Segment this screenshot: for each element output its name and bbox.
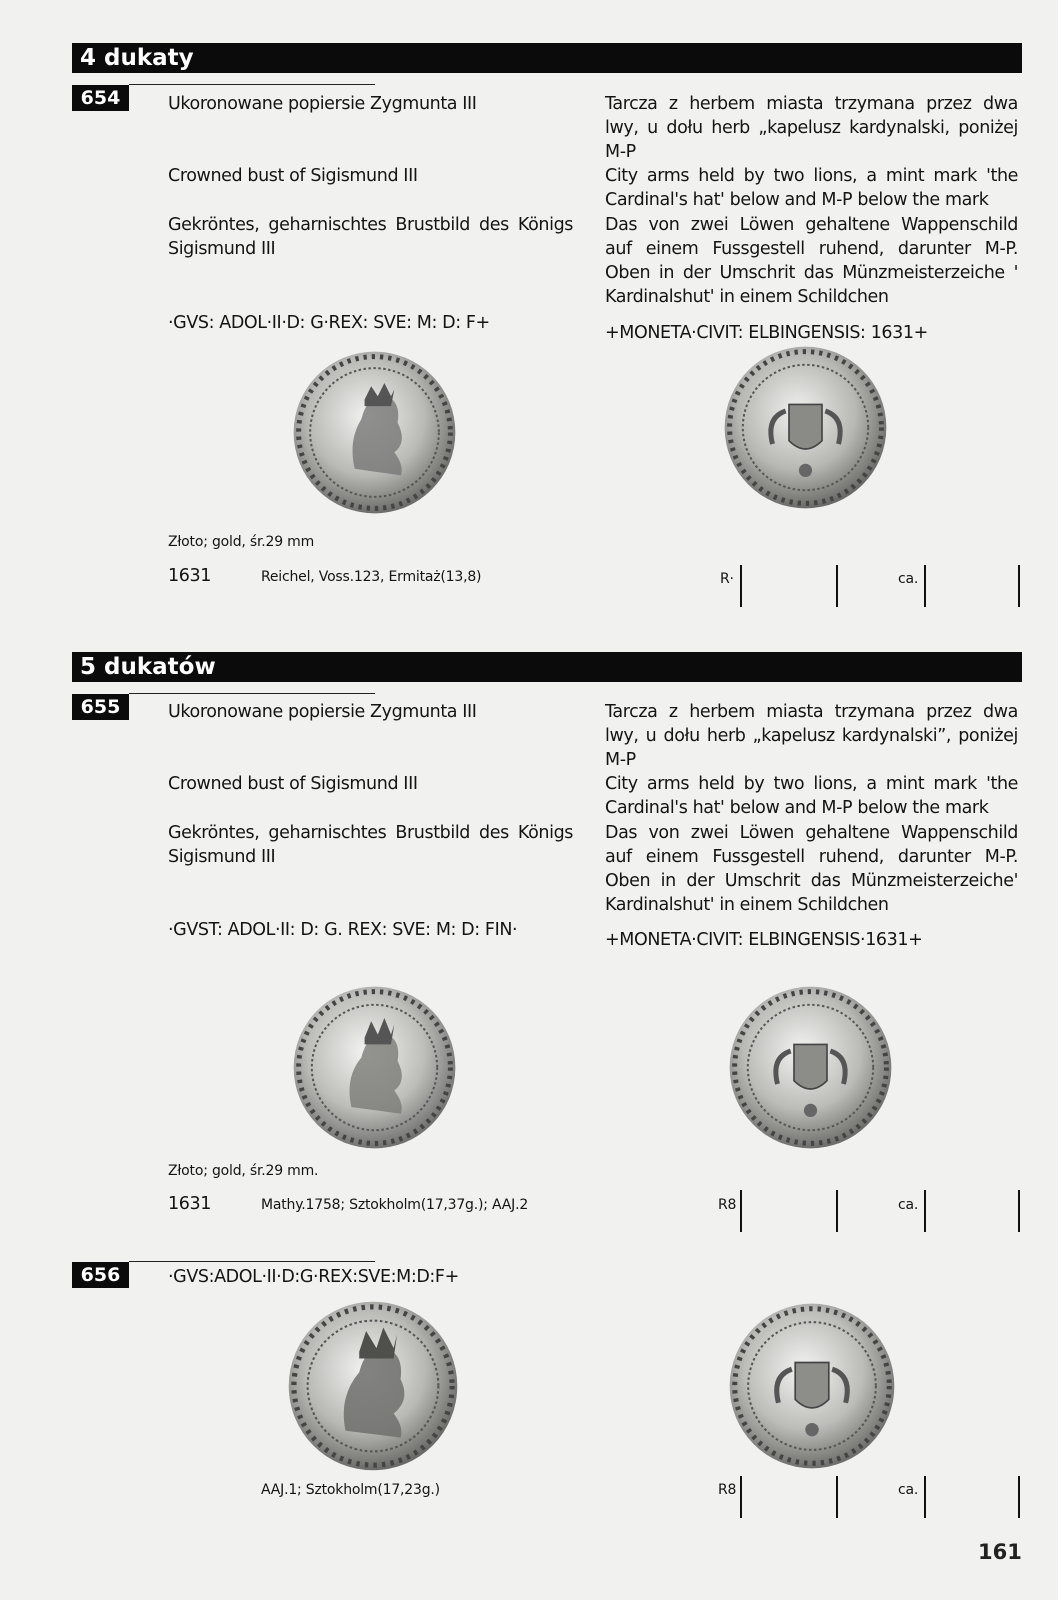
column-divider: [740, 1190, 742, 1232]
divider: [129, 693, 375, 694]
year: 1631: [168, 566, 211, 586]
coin-obverse-image: [292, 985, 457, 1150]
year: 1631: [168, 1194, 211, 1214]
column-divider: [1018, 1190, 1020, 1232]
references: AAJ.1; Sztokholm(17,23g.): [261, 1482, 440, 1498]
obverse-description-pl: Ukoronowane popiersie Zygmunta III: [168, 702, 477, 722]
column-divider: [924, 565, 926, 607]
reverse-legend: +MONETA·CIVIT: ELBINGENSIS·1631+: [605, 930, 923, 950]
obverse-description-de: Gekröntes, geharnischtes Brustbild des Königs Sigismund III: [168, 823, 573, 867]
section-header: [72, 652, 1022, 682]
price-label: ca.: [898, 1482, 919, 1498]
section-title: 5 dukatów: [80, 654, 216, 680]
obverse-description-en: Crowned bust of Sigismund III: [168, 166, 418, 186]
obverse-description-de: Gekröntes, geharnischtes Brustbild des Königs Sigismund III: [168, 215, 573, 259]
coin-reverse-image: [728, 1302, 896, 1470]
price-label: ca.: [898, 1197, 919, 1213]
reverse-description-de: Das von zwei Löwen gehaltene Wappenschild auf einem Fussgestell ruhend, darunter M-P. Oben in der Umschrit das Münzmeisterzeiche ' Kardinalshut' in einem Schildchen: [605, 215, 1018, 307]
obverse-legend: ·GVS:ADOL·II·D:G·REX:SVE:M:D:F+: [168, 1267, 459, 1287]
obverse-legend: ·GVST: ADOL·II: D: G. REX: SVE: M: D: FIN·: [168, 920, 518, 940]
reverse-legend: +MONETA·CIVIT: ELBINGENSIS: 1631+: [605, 323, 928, 343]
column-divider: [1018, 1476, 1020, 1518]
reverse-description-en: City arms held by two lions, a mint mark 'the Cardinal's hat' below and M-P below the mark: [605, 774, 1018, 818]
rarity: R·: [720, 571, 734, 587]
references: Reichel, Voss.123, Ermitaż(13,8): [261, 569, 482, 585]
page-number: 161: [978, 1540, 1022, 1564]
price-label: ca.: [898, 571, 919, 587]
rarity: R8: [718, 1482, 737, 1498]
column-divider: [924, 1190, 926, 1232]
catalog-number: 654: [72, 85, 129, 111]
reverse-description-pl: Tarcza z herbem miasta trzymana przez dwa lwy, u dołu herb „kapelusz kardynalski, poniżej M-P: [605, 94, 1018, 162]
column-divider: [740, 565, 742, 607]
catalog-number: 655: [72, 694, 129, 720]
rarity: R8: [718, 1197, 737, 1213]
divider: [129, 84, 375, 85]
column-divider: [1018, 565, 1020, 607]
metal-diameter: Złoto; gold, śr.29 mm: [168, 534, 315, 550]
section-title: 4 dukaty: [80, 45, 194, 71]
obverse-description-pl: Ukoronowane popiersie Zygmunta III: [168, 94, 477, 114]
column-divider: [924, 1476, 926, 1518]
column-divider: [836, 565, 838, 607]
section-header: [72, 43, 1022, 73]
obverse-legend: ·GVS: ADOL·II·D: G·REX: SVE: M: D: F+: [168, 313, 490, 333]
coin-reverse-image: [728, 985, 893, 1150]
column-divider: [740, 1476, 742, 1518]
reverse-description-pl: Tarcza z herbem miasta trzymana przez dwa lwy, u dołu herb „kapelusz kardynalski”, poniżej M-P: [605, 702, 1018, 770]
column-divider: [836, 1190, 838, 1232]
coin-reverse-image: [723, 345, 888, 510]
divider: [129, 1261, 375, 1262]
reverse-description-en: City arms held by two lions, a mint mark 'the Cardinal's hat' below and M-P below the mark: [605, 166, 1018, 210]
coin-obverse-image: [287, 1300, 459, 1472]
reverse-description-de: Das von zwei Löwen gehaltene Wappenschild auf einem Fussgestell ruhend, darunter M-P. Oben in der Umschrit das Münzmeisterzeiche' Kardinalshut' in einem Schildchen: [605, 823, 1018, 915]
obverse-description-en: Crowned bust of Sigismund III: [168, 774, 418, 794]
metal-diameter: Złoto; gold, śr.29 mm.: [168, 1163, 319, 1179]
catalog-number: 656: [72, 1262, 129, 1288]
coin-obverse-image: [292, 350, 457, 515]
references: Mathy.1758; Sztokholm(17,37g.); AAJ.2: [261, 1197, 529, 1213]
column-divider: [836, 1476, 838, 1518]
